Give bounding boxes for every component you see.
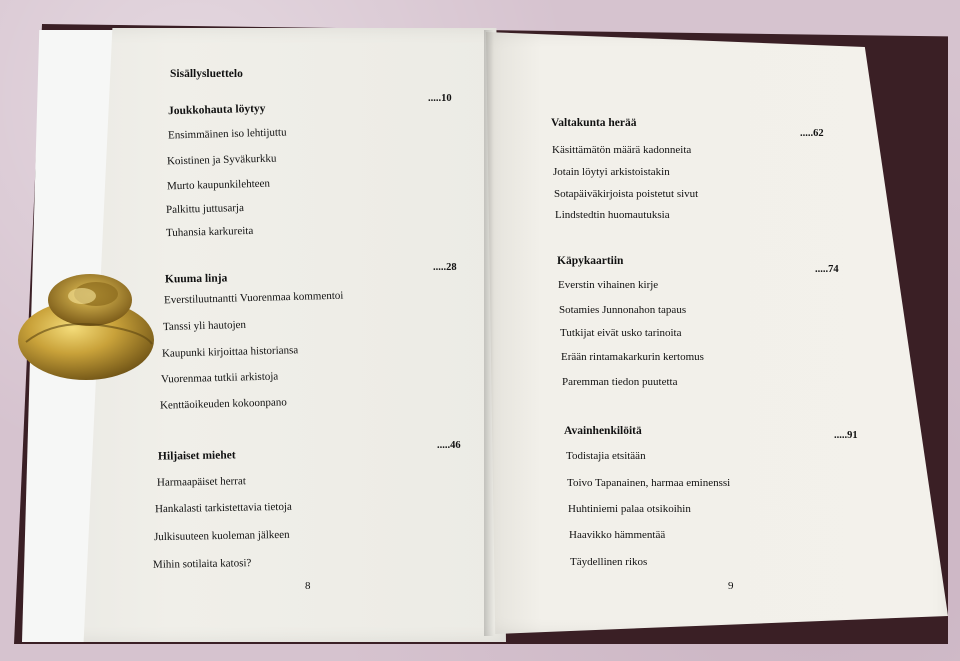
toc-item: Sotamies Junnonahon tapaus xyxy=(559,304,687,316)
toc-item: Hankalasti tarkistettavia tietoja xyxy=(154,500,292,516)
toc-item: Käsittämätön määrä kadonneita xyxy=(552,144,692,156)
section-heading: Avainhenkilöitä xyxy=(564,425,642,437)
toc-item: Mihin sotilaita katosi? xyxy=(152,557,252,571)
section-heading: Joukkohauta löytyy xyxy=(167,102,266,118)
section-heading: Kuuma linja xyxy=(164,272,228,286)
gold-ring xyxy=(16,270,156,382)
section-page-ref: .....91 xyxy=(834,430,858,441)
toc-item: Kenttäoikeuden kokoonpano xyxy=(159,396,287,412)
section-heading: Käpykaartiin xyxy=(557,255,624,267)
toc-item: Everstiluutnantti Vuorenmaa kommentoi xyxy=(163,289,344,307)
toc-item: Tanssi yli hautojen xyxy=(162,318,247,334)
section-page-ref: .....28 xyxy=(433,262,457,273)
toc-item: Murto kaupunkilehteen xyxy=(166,177,271,193)
toc-item: Erään rintamakarkurin kertomus xyxy=(561,351,704,363)
toc-item: Koistinen ja Syväkurkku xyxy=(166,152,277,168)
book-gutter xyxy=(484,30,494,636)
section-heading: Hiljaiset miehet xyxy=(157,449,236,463)
section-page-ref: .....46 xyxy=(437,440,461,451)
section-page-ref: .....74 xyxy=(815,264,839,275)
page-number-right: 9 xyxy=(728,580,734,592)
toc-item: Julkisuuteen kuoleman jälkeen xyxy=(153,528,290,544)
toc-item: Täydellinen rikos xyxy=(570,556,648,568)
toc-item: Paremman tiedon puutetta xyxy=(562,376,678,388)
toc-item: Jotain löytyi arkistoistakin xyxy=(553,166,670,178)
toc-item: Tutkijat eivät usko tarinoita xyxy=(560,327,682,339)
page-number-left: 8 xyxy=(305,580,311,592)
toc-item: Todistajia etsitään xyxy=(566,450,646,462)
toc-item: Ensimmäinen iso lehtijuttu xyxy=(167,126,287,142)
toc-item: Sotapäiväkirjoista poistetut sivut xyxy=(554,188,699,200)
section-page-ref: .....62 xyxy=(800,128,824,139)
toc-item: Harmaapäiset herrat xyxy=(156,475,246,489)
toc-item: Huhtiniemi palaa otsikoihin xyxy=(568,503,691,515)
toc-item: Palkittu juttusarja xyxy=(165,201,245,217)
toc-item: Lindstedtin huomautuksia xyxy=(555,209,670,221)
toc-title: Sisällysluettelo xyxy=(170,68,243,80)
toc-item: Haavikko hämmentää xyxy=(569,529,666,541)
toc-item: Vuorenmaa tutkii arkistoja xyxy=(160,370,279,386)
toc-item: Toivo Tapanainen, harmaa eminenssi xyxy=(567,477,731,489)
toc-item: Kaupunki kirjoittaa historiansa xyxy=(161,344,299,360)
section-page-ref: .....10 xyxy=(428,93,452,104)
section-heading: Valtakunta herää xyxy=(551,117,637,129)
toc-item: Tuhansia karkureita xyxy=(165,224,254,240)
toc-item: Everstin vihainen kirje xyxy=(558,279,659,291)
